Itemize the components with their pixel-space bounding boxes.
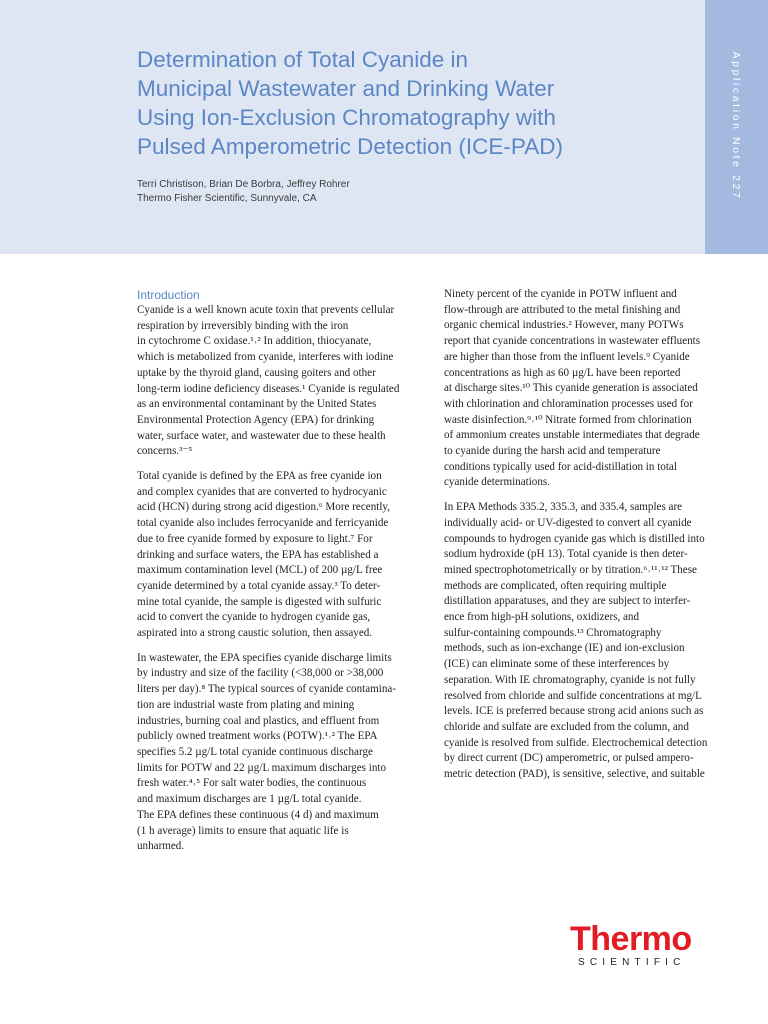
logo-wordmark: Thermo [570,920,692,958]
text-line: report that cyanide concentrations in wastewater effluents [444,335,701,348]
text-line: compounds to hydrogen cyanide gas which is distilled into [444,532,705,545]
text-line: In EPA Methods 335.2, 335.3, and 335.4, samples are [444,501,683,514]
text-line: water, surface water, and wastewater due to these health [137,429,386,442]
text-line: respiration by irreversibly binding with the iron [137,319,349,332]
text-line: chloride and sulfate are excluded from the column, and [444,720,689,733]
text-line: aspirated into a strong caustic solution, then assayed. [137,627,373,640]
text-line: in cytochrome C oxidase.¹˒² In addition, thiocyanate, [137,335,372,348]
text-line: methods, such as ion-exchange (IE) and ion-exclusion [444,642,685,655]
text-line: separation. With IE chromatography, cyanide is not fully [444,673,696,686]
text-line: limits for POTW and 22 µg/L maximum discharges into [137,761,386,774]
text-line: as an environmental contaminant by the United States [137,398,377,411]
text-line: to cyanide during the harsh acid and temperature [444,445,661,458]
text-line: flow-through are attributed to the metal finishing and [444,303,681,316]
text-line: (1 h average) limits to ensure that aquatic life is [137,824,349,837]
text-line: uptake by the thyroid gland, causing goiters and other [137,366,376,379]
text-line: are higher than those from the influent levels.⁹ Cyanide [444,350,690,363]
text-line: at discharge sites.¹⁰ This cyanide generation is associated [444,382,698,395]
text-line: by direct current (DC) amperometric, or pulsed ampero- [444,752,694,765]
text-line: by industry and size of the facility (<38,000 or >38,000 [137,667,384,680]
affiliation: Thermo Fisher Scientific, Sunnyvale, CA [137,193,317,204]
application-note-label: Application Note 227 [730,51,742,201]
text-line: cyanide determined by a total cyanide assay.³ To deter- [137,579,381,592]
text-line: of ammonium creates unstable intermediates that degrade [444,429,700,442]
title-line: Determination of Total Cyanide in [137,47,469,72]
text-line: distillation apparatuses, and they are subject to interfer- [444,595,691,608]
text-line: levels. ICE is preferred because strong acid anions such as [444,705,704,718]
author-block [137,178,350,206]
paragraph [137,303,409,460]
text-line: acid (HCN) during strong acid digestion.⁶ More recently, [137,501,390,514]
text-line: fresh water.⁴˒⁵ For salt water bodies, the continuous [137,777,367,790]
right-column [444,287,716,792]
text-line: acid to convert the cyanide to hydrogen cyanide gas, [137,611,371,624]
text-line: specifies 5.2 µg/L total cyanide continuous discharge [137,745,373,758]
text-line: cyanide is resolved from sulfide. Electrochemical detection [444,736,708,749]
text-line: individually acid- or UV-digested to convert all cyanide [444,516,692,529]
text-line: drinking and surface waters, the EPA has established a [137,548,379,561]
text-line: liters per day).⁸ The typical sources of cyanide contamina- [137,683,397,696]
text-line: In wastewater, the EPA specifies cyanide discharge limits [137,651,392,664]
text-line: due to free cyanide formed by exposure to light.⁷ For [137,532,373,545]
title-line: Pulsed Amperometric Detection (ICE-PAD) [137,134,563,159]
text-line: sulfur-containing compounds.¹³ Chromatography [444,626,662,639]
text-line: maximum contamination level (MCL) of 200 µg/L free [137,564,383,577]
text-line: sodium hydroxide (pH 13). Total cyanide is then deter- [444,548,688,561]
text-line: metric detection (PAD), is sensitive, selective, and suitable [444,768,705,781]
text-line: The EPA defines these continuous (4 d) and maximum [137,808,379,821]
paragraph [444,500,716,783]
text-line: Cyanide is a well known acute toxin that prevents cellular [137,304,395,316]
text-line: mined spectrophotometrically or by titration.⁶˒¹¹˒¹² These [444,563,697,576]
text-line: tion are industrial waste from plating and mining [137,698,355,711]
text-line: total cyanide also includes ferrocyanide and ferricyanide [137,517,389,530]
text-line: with chlorination and chloramination processes used for [444,397,693,410]
text-line: and maximum discharges are 1 µg/L total cyanide. [137,793,362,806]
text-line: concerns.³⁻⁵ [137,445,193,458]
text-line: publicly owned treatment works (POTW).¹˒² The EPA [137,730,378,743]
text-line: cyanide determinations. [444,476,550,489]
left-column [137,287,409,864]
text-line: Total cyanide is defined by the EPA as free cyanide ion [137,470,382,483]
paragraph [137,651,409,855]
text-line: resolved from chloride and sulfide concentrations at mg/L [444,689,702,702]
text-line: Ninety percent of the cyanide in POTW influent and [444,288,677,300]
text-line: conditions typically used for acid-distillation in total [444,460,677,473]
document-title [137,45,692,161]
text-line: unharmed. [137,840,185,853]
text-line: methods are complicated, often requiring multiple [444,579,667,592]
text-line: concentrations as high as 60 µg/L have been reported [444,366,681,379]
title-line: Using Ion-Exclusion Chromatography with [137,105,556,130]
text-line: mine total cyanide, the sample is digested with sulfuric [137,595,382,608]
text-line: which is metabolized from cyanide, interferes with iodine [137,351,394,364]
text-line: waste disinfection.⁹˒¹⁰ Nitrate formed from chlorination [444,413,692,426]
text-line: organic chemical industries.² However, many POTWs [444,319,684,332]
thermo-scientific-logo [568,919,713,974]
text-line: Environmental Protection Agency (EPA) for drinking [137,413,375,426]
text-line: and complex cyanides that are converted to hydrocyanic [137,485,387,498]
text-line: (ICE) can eliminate some of these interferences by [444,658,670,671]
text-line: ence from high-pH solutions, oxidizers, and [444,611,640,624]
logo-subtitle: SCIENTIFIC [578,957,686,968]
section-heading-introduction: Introduction [137,288,200,302]
paragraph [444,287,716,491]
paragraph [137,469,409,642]
authors: Terri Christison, Brian De Borbra, Jeffrey Rohrer [137,179,350,190]
text-line: industries, burning coal and plastics, and effluent from [137,714,380,727]
title-line: Municipal Wastewater and Drinking Water [137,76,555,101]
text-line: long-term iodine deficiency diseases.¹ Cyanide is regulated [137,382,400,395]
